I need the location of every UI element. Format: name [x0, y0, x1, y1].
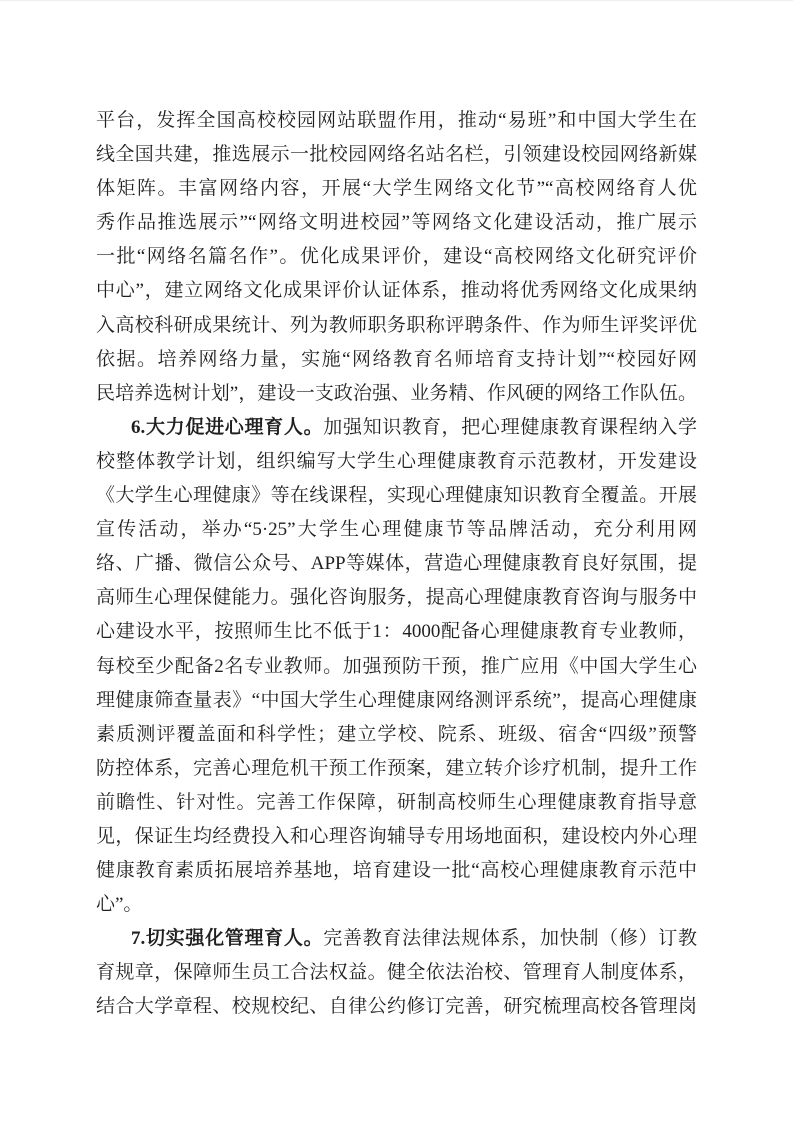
body-text: 健康教育素质拓展培养基地，培育建设一批“高校心理健康教育示范中 — [96, 860, 697, 882]
text-line — [96, 547, 697, 581]
body-text: 加强知识教育，把心理健康教育课程纳入学 — [323, 416, 697, 438]
text-line — [96, 922, 697, 956]
text-line — [96, 138, 697, 172]
text-line — [96, 411, 697, 445]
text-line — [96, 718, 697, 752]
body-text: 心”。 — [96, 894, 143, 916]
body-text: 完善教育法律法规体系，加快制（修）订教 — [323, 928, 697, 950]
body-text: 高师生心理保健能力。强化咨询服务，提高心理健康教育咨询与服务中 — [96, 587, 697, 609]
text-line — [96, 172, 697, 206]
body-text: 结合大学章程、校规校纪、自律公约修订完善，研究梳理高校各管理岗 — [96, 996, 697, 1018]
body-text: 育规章，保障师生员工合法权益。健全依法治校、管理育人制度体系， — [96, 962, 697, 984]
text-line — [96, 956, 697, 990]
text-line — [96, 513, 697, 547]
body-text: 秀作品推选展示”“网络文明进校园”等网络文化建设活动，推广展示 — [96, 212, 697, 234]
body-text: 一批“网络名篇名作”。优化成果评价，建设“高校网络文化研究评价 — [96, 246, 697, 268]
text-line — [96, 684, 697, 718]
body-text: 入高校科研成果统计、列为教师职务职称评聘条件、作为师生评奖评优 — [96, 314, 697, 336]
body-text: 宣传活动，举办“5·25”大学生心理健康节等品牌活动，充分利用网 — [96, 519, 697, 541]
paragraph-7-management-education — [96, 922, 697, 1024]
body-text: 见，保证生均经费投入和心理咨询辅导专用场地面积，建设校内外心理 — [96, 825, 697, 847]
body-text: 素质测评覆盖面和科学性；建立学校、院系、班级、宿舍“四级”预警 — [96, 723, 697, 745]
body-text: 前瞻性、针对性。完善工作保障，研制高校师生心理健康教育指导意 — [96, 791, 697, 813]
body-text: 中心”，建立网络文化成果评价认证体系，推动将优秀网络文化成果纳 — [96, 280, 697, 302]
text-line — [96, 479, 697, 513]
body-text: 线全国共建，推选展示一批校园网络名站名栏，引领建设校园网络新媒 — [96, 144, 697, 166]
text-line — [96, 274, 697, 308]
text-line — [96, 240, 697, 274]
text-line — [96, 820, 697, 854]
section-heading-text: 6.大力促进心理育人。 — [131, 416, 324, 438]
paragraph-6-psychological-education — [96, 411, 697, 922]
body-text: 每校至少配备2名专业教师。加强预防干预，推广应用《中国大学生心 — [96, 655, 697, 677]
text-line — [96, 377, 697, 411]
body-text: 平台，发挥全国高校校园网站联盟作用，推动“易班”和中国大学生在 — [96, 110, 697, 131]
text-line — [96, 650, 697, 684]
body-text: 络、广播、微信公众号、APP等媒体，营造心理健康教育良好氛围，提 — [96, 553, 697, 575]
text-line — [96, 786, 697, 820]
paragraph-network-culture-continuation — [96, 104, 697, 411]
body-text: 《大学生心理健康》等在线课程，实现心理健康知识教育全覆盖。开展 — [96, 485, 697, 507]
text-line — [96, 752, 697, 786]
text-line — [96, 445, 697, 479]
page-top-edge-line — [0, 0, 793, 1]
body-text: 心建设水平，按照师生比不低于1：4000配备心理健康教育专业教师， — [96, 621, 697, 643]
body-text: 依据。培养网络力量，实施“网络教育名师培育支持计划”“校园好网 — [96, 348, 697, 370]
body-text: 民培养选树计划”，建设一支政治强、业务精、作风硬的网络工作队伍。 — [96, 382, 697, 404]
body-text: 理健康筛查量表》“中国大学生心理健康网络测评系统”，提高心理健康 — [96, 689, 697, 711]
document-text-block — [96, 104, 697, 1025]
text-line — [96, 343, 697, 377]
body-text: 校整体教学计划，组织编写大学生心理健康教育示范教材，开发建设 — [96, 450, 697, 472]
text-line — [96, 888, 697, 922]
text-line — [96, 206, 697, 240]
text-line — [96, 854, 697, 888]
text-line — [96, 104, 697, 138]
body-text: 防控体系，完善心理危机干预工作预案，建立转介诊疗机制，提升工作 — [96, 757, 697, 779]
section-heading-text: 7.切实强化管理育人。 — [131, 928, 324, 950]
text-line — [96, 615, 697, 649]
body-text: 体矩阵。丰富网络内容，开展“大学生网络文化节”“高校网络育人优 — [96, 178, 697, 200]
text-line — [96, 990, 697, 1024]
text-line — [96, 581, 697, 615]
text-line — [96, 309, 697, 343]
